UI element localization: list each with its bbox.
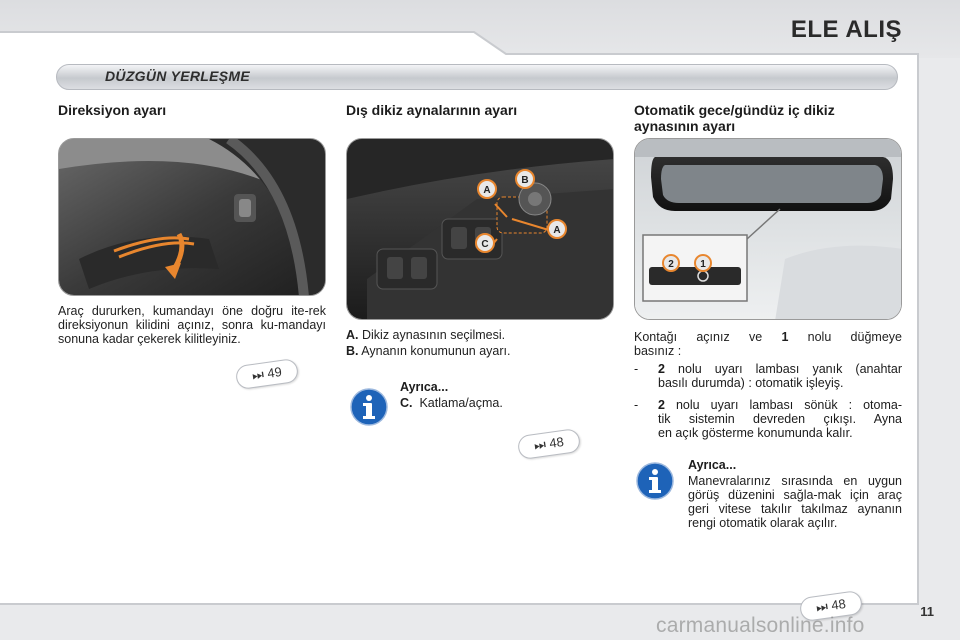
bullet-dash-2: - [634, 398, 639, 412]
bullet1-number: 2 [658, 362, 665, 376]
text-a: Dikiz aynasının seçilmesi. [361, 328, 506, 342]
auto-mirror-heading-line2: aynasının ayarı [634, 118, 736, 134]
mirror-info-title: Ayrıca... [400, 380, 449, 394]
bullet2-line2: tik sistemin devreden çıkışı. Ayna [658, 412, 902, 426]
chapter-title: ELE ALIŞ [790, 16, 902, 43]
photo-label-a2: A [553, 225, 561, 236]
intro-number: 1 [781, 330, 789, 344]
photo-label-a1: A [483, 185, 491, 196]
bullet2-line1-wrap [658, 398, 902, 412]
watermark: carmanualsonline.info [656, 614, 865, 637]
page-number: 11 [920, 604, 934, 619]
mirror-control-photo [346, 138, 614, 320]
photo-label-2: 2 [668, 259, 674, 270]
auto-mirror-heading [634, 102, 835, 134]
mirror-heading: Dış dikiz aynalarının ayarı [346, 102, 518, 118]
auto-mirror-info-text: Manevralarınız sırasında en uygun görüş düzenini sağla-mak için araç geri vitese takılır takılmaz aynanın rengi otomatik olarak açılır. [688, 474, 902, 530]
intro-line1 [634, 330, 902, 344]
section-title: DÜZGÜN YERLEŞME [105, 68, 251, 84]
bullet-auto-off [634, 398, 902, 440]
bullet2-number: 2 [658, 398, 665, 412]
photo-label-c: C [481, 239, 489, 250]
bullet1-line2: basılı durumda) : otomatik işleyiş. [658, 376, 844, 390]
mirror-line-a [346, 328, 614, 342]
mirror-info-line [400, 396, 600, 410]
intro-text-1: Kontağı açınız ve [634, 330, 763, 344]
bullet2-line3: en açık gösterme konumunda kalır. [658, 426, 853, 440]
label-c: C. [400, 396, 413, 410]
text-c: Katlama/açma. [419, 396, 503, 410]
auto-mirror-info-title: Ayrıca... [688, 458, 737, 472]
mirror-line-b [346, 344, 614, 358]
page-ref-48-b[interactable]: ⏭ 48 [799, 590, 864, 622]
page-ref-48-a[interactable]: ⏭ 48 [517, 428, 582, 460]
bullet1-line1-wrap [658, 362, 902, 376]
photo-label-b: B [521, 175, 529, 186]
intro-text-2: nolu düğmeye [807, 330, 902, 344]
rearview-mirror-photo [634, 138, 902, 320]
steering-instructions: Araç dururken, kumandayı öne doğru ite-rek direksiyonun kilidini açınız, sonra ku-mandayı sonuna kadar çekerek kilitleyiniz. [58, 304, 326, 346]
bullet1-line1: nolu uyarı lambası yanık (anahtar [678, 362, 902, 376]
steering-heading: Direksiyon ayarı [58, 102, 167, 118]
info-icon [350, 388, 388, 426]
auto-mirror-heading-line1: Otomatik gece/gündüz iç dikiz [634, 102, 835, 118]
intro-line2: basınız : [634, 344, 682, 358]
text-b: Aynanın konumunun ayarı. [361, 344, 511, 358]
photo-label-1: 1 [700, 259, 706, 270]
label-b: B. [346, 344, 359, 358]
section-banner [56, 64, 898, 90]
label-a: A. [346, 328, 359, 342]
bullet2-line1: nolu uyarı lambası sönük : otoma- [675, 398, 902, 412]
bullet-auto-on [634, 362, 902, 390]
page-ref-49[interactable]: ⏭ 49 [235, 358, 300, 390]
bullet-dash-1: - [634, 362, 639, 376]
info-icon [636, 462, 674, 500]
steering-photo [58, 138, 326, 296]
